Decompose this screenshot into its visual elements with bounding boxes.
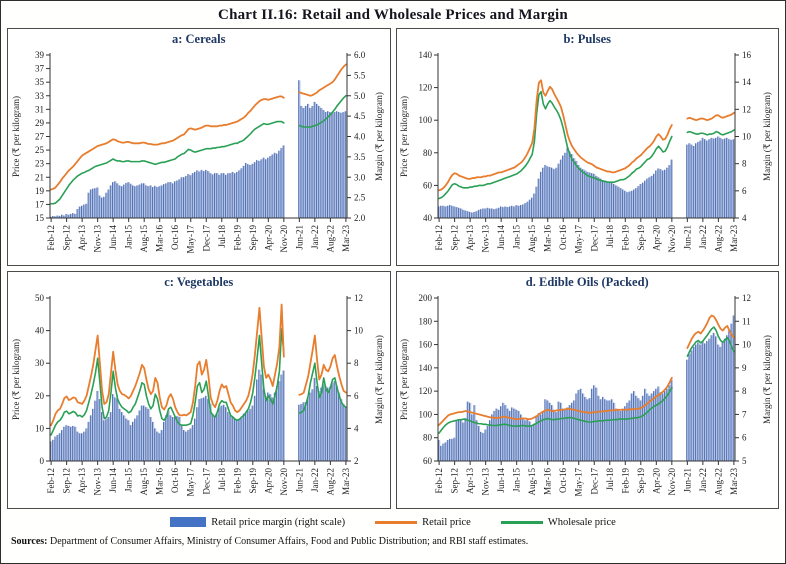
- svg-text:12: 12: [742, 293, 752, 303]
- svg-text:12: 12: [742, 104, 752, 115]
- svg-text:May-17: May-17: [185, 468, 196, 497]
- svg-text:3.5: 3.5: [353, 151, 365, 162]
- svg-text:29: 29: [34, 117, 44, 128]
- svg-text:20: 20: [34, 390, 44, 401]
- pulses-chart: [398, 47, 776, 262]
- svg-text:Nov-13: Nov-13: [92, 225, 103, 253]
- svg-text:5.0: 5.0: [353, 90, 365, 101]
- svg-text:Price (₹ per kilogram): Price (₹ per kilogram): [10, 96, 21, 177]
- sources-label: Sources:: [11, 536, 48, 547]
- svg-text:Oct-16: Oct-16: [169, 468, 180, 493]
- svg-text:Nov-13: Nov-13: [480, 225, 491, 253]
- svg-text:Aug-15: Aug-15: [138, 225, 149, 253]
- svg-text:39: 39: [34, 50, 44, 60]
- svg-text:17: 17: [34, 199, 44, 210]
- svg-text:Apr-20: Apr-20: [263, 468, 274, 494]
- svg-text:Feb-12: Feb-12: [434, 468, 445, 494]
- svg-text:23: 23: [34, 158, 44, 169]
- svg-text:100: 100: [418, 409, 433, 420]
- legend-item-wholesale: [501, 517, 616, 528]
- svg-text:12: 12: [353, 293, 363, 303]
- retail-margin-swatch-icon: [170, 517, 206, 527]
- svg-text:Mar-16: Mar-16: [542, 225, 553, 252]
- svg-text:10: 10: [353, 325, 363, 336]
- svg-text:Mar-16: Mar-16: [154, 225, 165, 252]
- svg-text:50: 50: [34, 293, 44, 303]
- svg-text:Oct-16: Oct-16: [169, 225, 180, 250]
- svg-text:Dec-17: Dec-17: [589, 225, 600, 252]
- svg-text:6: 6: [742, 185, 747, 196]
- svg-text:2.0: 2.0: [353, 213, 365, 223]
- svg-text:Price (₹ per kilogram): Price (₹ per kilogram): [399, 339, 410, 420]
- sources-note: [7, 535, 779, 547]
- svg-text:Jun-21: Jun-21: [682, 225, 693, 250]
- legend-label-margin: Retail price margin (right scale): [211, 516, 346, 528]
- svg-text:14: 14: [742, 77, 752, 88]
- svg-text:Feb-19: Feb-19: [232, 225, 243, 251]
- svg-text:100: 100: [418, 115, 433, 126]
- panel-title-vegetables: c: Vegetables: [164, 275, 234, 289]
- svg-text:Sep-19: Sep-19: [247, 225, 258, 251]
- svg-text:60: 60: [423, 180, 433, 191]
- svg-text:Apr-13: Apr-13: [76, 225, 87, 251]
- legend: [7, 509, 779, 535]
- svg-text:Margin (₹ per kilogram): Margin (₹ per kilogram): [373, 92, 384, 181]
- svg-text:8: 8: [742, 158, 747, 169]
- svg-text:10: 10: [742, 131, 752, 142]
- svg-text:Jun-14: Jun-14: [496, 468, 507, 493]
- svg-text:Mar-16: Mar-16: [542, 468, 553, 495]
- svg-text:Aug-22: Aug-22: [325, 468, 336, 496]
- svg-text:Feb-19: Feb-19: [620, 468, 631, 494]
- svg-text:33: 33: [34, 90, 44, 101]
- svg-text:Aug-22: Aug-22: [325, 225, 336, 253]
- svg-text:Aug-15: Aug-15: [527, 225, 538, 253]
- svg-text:Mar-23: Mar-23: [340, 225, 351, 252]
- svg-text:9: 9: [742, 362, 747, 373]
- legend-label-retail: Retail price: [422, 516, 471, 528]
- panel-title-pulses: b: Pulses: [563, 32, 612, 46]
- svg-text:60: 60: [423, 456, 433, 466]
- svg-text:Jan-22: Jan-22: [309, 225, 320, 249]
- svg-text:120: 120: [418, 82, 433, 93]
- svg-text:Mar-23: Mar-23: [729, 225, 740, 252]
- svg-text:Margin (₹ per kilogram): Margin (₹ per kilogram): [762, 92, 773, 181]
- svg-text:5.5: 5.5: [353, 70, 365, 81]
- svg-text:0: 0: [39, 456, 44, 466]
- legend-item-margin: [170, 517, 345, 528]
- panel-vegetables: [7, 271, 391, 509]
- cereals-chart: [10, 47, 388, 262]
- svg-text:Sep-19: Sep-19: [636, 225, 647, 251]
- svg-text:Margin (₹ per kilogram): Margin (₹ per kilogram): [762, 335, 773, 424]
- svg-text:6: 6: [353, 390, 359, 401]
- svg-text:Dec-17: Dec-17: [589, 468, 600, 495]
- svg-text:31: 31: [34, 104, 44, 115]
- svg-text:10: 10: [34, 423, 44, 434]
- legend-item-retail: [375, 517, 471, 528]
- svg-text:Margin (₹ per kilogram): Margin (₹ per kilogram): [373, 335, 384, 424]
- svg-text:Jan-15: Jan-15: [123, 468, 134, 492]
- svg-text:Price (₹ per kilogram): Price (₹ per kilogram): [10, 339, 21, 420]
- svg-text:80: 80: [423, 432, 433, 443]
- svg-text:120: 120: [418, 386, 433, 397]
- svg-text:Jan-15: Jan-15: [511, 225, 522, 249]
- svg-text:Nov-13: Nov-13: [480, 468, 491, 496]
- svg-text:Aug-22: Aug-22: [713, 468, 724, 496]
- svg-text:Nov-20: Nov-20: [278, 468, 289, 496]
- svg-text:Apr-20: Apr-20: [651, 225, 662, 251]
- svg-text:Jun-21: Jun-21: [294, 468, 305, 493]
- svg-text:Sep-12: Sep-12: [61, 225, 72, 251]
- panel-title-edible-oils: d. Edible Oils (Packed): [525, 275, 649, 289]
- svg-text:Apr-20: Apr-20: [263, 225, 274, 251]
- svg-text:Dec-17: Dec-17: [201, 468, 212, 495]
- svg-text:Mar-23: Mar-23: [729, 468, 740, 495]
- svg-text:Sep-12: Sep-12: [61, 468, 72, 494]
- svg-text:8: 8: [742, 386, 747, 397]
- svg-text:19: 19: [34, 185, 44, 196]
- svg-text:Jul-18: Jul-18: [216, 225, 227, 248]
- svg-text:Jun-21: Jun-21: [294, 225, 305, 250]
- svg-text:140: 140: [418, 50, 433, 60]
- svg-text:Feb-19: Feb-19: [620, 225, 631, 251]
- svg-text:May-17: May-17: [185, 225, 196, 254]
- svg-text:6: 6: [742, 432, 747, 443]
- svg-text:200: 200: [418, 293, 433, 303]
- svg-text:Feb-19: Feb-19: [232, 468, 243, 494]
- svg-text:4: 4: [742, 213, 747, 223]
- svg-text:7: 7: [742, 409, 747, 420]
- svg-text:Oct-16: Oct-16: [558, 468, 569, 493]
- svg-text:Feb-12: Feb-12: [45, 468, 56, 494]
- svg-text:8: 8: [353, 358, 359, 369]
- svg-text:Dec-17: Dec-17: [201, 225, 212, 252]
- svg-text:Jan-22: Jan-22: [698, 225, 709, 249]
- svg-text:Sep-12: Sep-12: [449, 468, 460, 494]
- svg-text:Mar-23: Mar-23: [340, 468, 351, 495]
- panel-title-cereals: a: Cereals: [171, 32, 226, 46]
- edible-oils-chart: [398, 290, 776, 505]
- svg-text:4: 4: [353, 423, 359, 434]
- svg-text:Jul-18: Jul-18: [605, 225, 616, 248]
- svg-text:4.5: 4.5: [353, 111, 365, 122]
- svg-text:May-17: May-17: [573, 468, 584, 497]
- panel-pulses: [396, 28, 780, 266]
- svg-text:40: 40: [423, 213, 433, 223]
- svg-text:37: 37: [34, 63, 44, 74]
- retail-price-swatch-icon: [375, 521, 417, 524]
- svg-text:May-17: May-17: [573, 225, 584, 254]
- vegetables-chart: [10, 290, 388, 505]
- svg-text:Jun-21: Jun-21: [682, 468, 693, 493]
- sources-text: Department of Consumer Affairs, Ministry of Consumer Affairs, Food and Public Distribution; and RBI staff estimates.: [47, 536, 529, 547]
- svg-text:Sep-19: Sep-19: [636, 468, 647, 494]
- svg-text:21: 21: [34, 172, 44, 183]
- svg-text:Nov-20: Nov-20: [667, 225, 678, 253]
- svg-text:Jun-14: Jun-14: [496, 225, 507, 250]
- svg-text:27: 27: [34, 131, 44, 142]
- svg-text:Apr-13: Apr-13: [465, 468, 476, 494]
- panel-cereals: [7, 28, 391, 266]
- svg-text:10: 10: [742, 339, 752, 350]
- legend-label-wholesale: Wholesale price: [547, 516, 616, 528]
- svg-text:Jul-18: Jul-18: [216, 468, 227, 491]
- svg-text:Jun-14: Jun-14: [107, 468, 118, 493]
- svg-text:Aug-15: Aug-15: [527, 468, 538, 496]
- svg-text:Nov-20: Nov-20: [278, 225, 289, 253]
- svg-text:Feb-12: Feb-12: [45, 225, 56, 251]
- svg-text:Oct-16: Oct-16: [558, 225, 569, 250]
- page-title: Chart II.16: Retail and Wholesale Prices and Margin: [218, 7, 568, 23]
- svg-text:Sep-12: Sep-12: [449, 225, 460, 251]
- svg-text:Apr-13: Apr-13: [465, 225, 476, 251]
- svg-text:6.0: 6.0: [353, 50, 365, 60]
- svg-text:140: 140: [418, 362, 433, 373]
- svg-text:4.0: 4.0: [353, 131, 365, 142]
- svg-text:Jun-14: Jun-14: [107, 225, 118, 250]
- svg-text:11: 11: [742, 316, 751, 327]
- svg-text:Price (₹ per kilogram): Price (₹ per kilogram): [399, 96, 410, 177]
- svg-text:180: 180: [418, 316, 433, 327]
- svg-text:Feb-12: Feb-12: [434, 225, 445, 251]
- svg-text:25: 25: [34, 145, 44, 156]
- svg-text:Aug-15: Aug-15: [138, 468, 149, 496]
- svg-text:Mar-16: Mar-16: [154, 468, 165, 495]
- svg-text:3.0: 3.0: [353, 172, 365, 183]
- wholesale-price-swatch-icon: [501, 521, 543, 524]
- svg-text:Jul-18: Jul-18: [605, 468, 616, 491]
- svg-text:Nov-20: Nov-20: [667, 468, 678, 496]
- svg-text:40: 40: [34, 325, 44, 336]
- panel-edible-oils: [396, 271, 780, 509]
- svg-text:30: 30: [34, 358, 44, 369]
- svg-text:15: 15: [34, 213, 44, 223]
- svg-text:Jan-22: Jan-22: [698, 468, 709, 492]
- svg-text:Jan-15: Jan-15: [123, 225, 134, 249]
- svg-text:160: 160: [418, 339, 433, 350]
- svg-text:Jan-15: Jan-15: [511, 468, 522, 492]
- svg-text:2: 2: [353, 456, 359, 466]
- svg-text:Nov-13: Nov-13: [92, 468, 103, 496]
- svg-text:Sep-19: Sep-19: [247, 468, 258, 494]
- svg-text:35: 35: [34, 77, 44, 88]
- svg-text:Aug-22: Aug-22: [713, 225, 724, 253]
- svg-text:Apr-20: Apr-20: [651, 468, 662, 494]
- svg-text:Jan-22: Jan-22: [309, 468, 320, 492]
- chart-grid: [7, 28, 779, 509]
- svg-text:80: 80: [423, 147, 433, 158]
- svg-text:Apr-13: Apr-13: [76, 468, 87, 494]
- svg-text:16: 16: [742, 50, 752, 60]
- svg-text:5: 5: [742, 456, 747, 466]
- svg-text:2.5: 2.5: [353, 192, 365, 203]
